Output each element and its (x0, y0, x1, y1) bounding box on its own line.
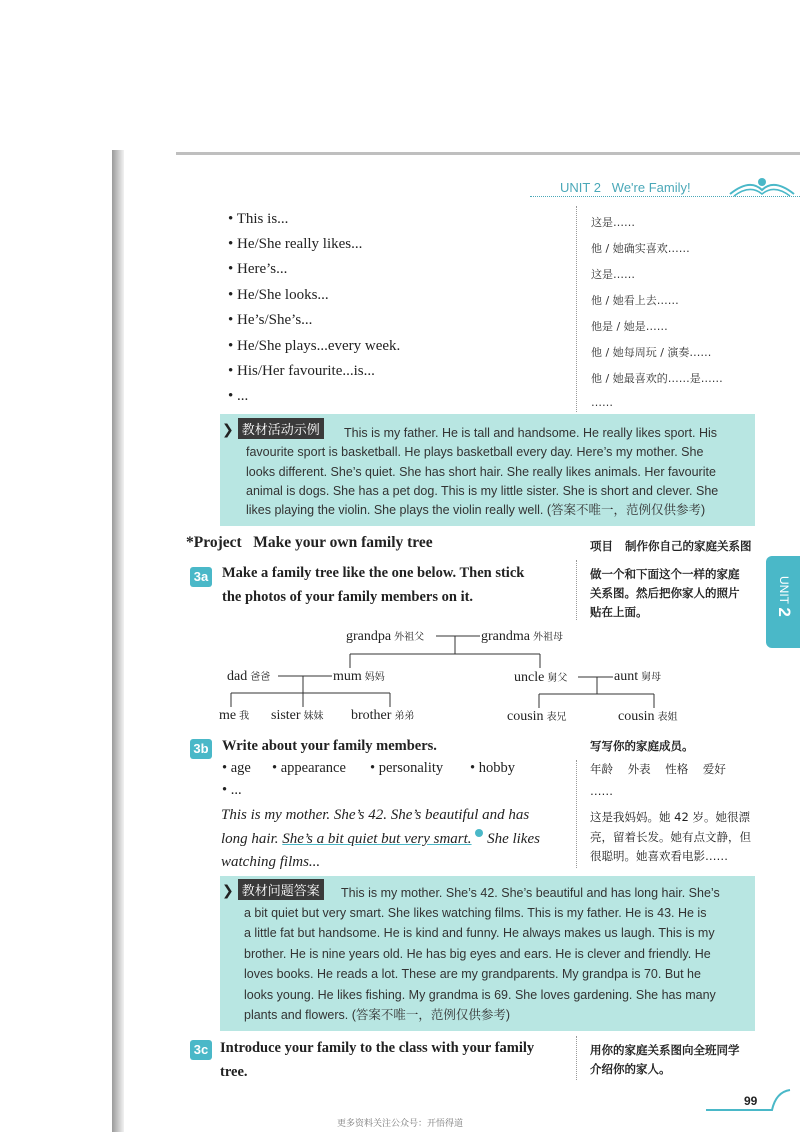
phrase-cn-1: 这是…… (591, 216, 635, 229)
s3a-cn-3: 贴在上面。 (590, 605, 648, 619)
answer-line-7: plants and flowers. (答案不唯一，范例仅供参考) (244, 1008, 511, 1022)
phrase-cn-3: 这是…… (591, 268, 635, 281)
s3b-keyword-more: • ... (222, 782, 242, 798)
phrase-en-8: • ... (228, 388, 249, 404)
answer-line-4: brother. He is nine years old. He has big eyes and ears. He is clever and friendly. He (244, 947, 711, 961)
project-title: *Project Make your own family tree (186, 534, 433, 551)
phrase-en-4: • He/She looks... (228, 287, 329, 303)
s3c-divider (576, 1036, 577, 1080)
node-grandpa: grandpa 外祖父 (346, 629, 425, 644)
node-grandma: grandma 外祖母 (481, 629, 563, 644)
s3b-divider (576, 760, 577, 868)
s3a-cn-2: 关系图。然后把你家人的照片 (590, 586, 740, 600)
answer-tag: 教材问题答案 (238, 879, 324, 900)
node-mum: mum 妈妈 (333, 669, 385, 684)
example-tag: 教材活动示例 (238, 418, 324, 439)
project-cn-title: 项目 制作你自己的家庭关系图 (590, 539, 752, 553)
s3c-line-1: Introduce your family to the class with your family (220, 1040, 535, 1056)
answer-line-6: looks young. He likes fishing. My grandma is 69. She loves gardening. She has many (244, 988, 716, 1002)
footer-note: 更多资料关注公众号：开悟得道 (336, 1119, 463, 1129)
side-tab-label: UNIT (777, 576, 791, 604)
phrase-en-5: • He’s/She’s... (228, 312, 313, 328)
phrase-cn-7: 他 / 她最喜欢的……是…… (591, 372, 723, 385)
example-line-3: looks different. She’s quiet. She has short hair. She really likes animals. Her favourite (246, 465, 716, 479)
s3b-keyword-hobby: • hobby (470, 760, 515, 776)
phrase-cn-8: …… (591, 396, 613, 409)
s3b-keyword-appearance: • appearance (272, 760, 346, 776)
badge-3a: 3a (190, 567, 212, 587)
header-title: We're Family! (611, 180, 691, 195)
node-cousin-1: cousin 表兄 (507, 709, 567, 724)
phrase-en-6: • He/She plays...every week. (228, 338, 401, 354)
s3b-example-underlined: She’s a bit quiet but very smart. (282, 831, 472, 847)
phrase-cn-5: 他是 / 她是…… (591, 320, 668, 333)
s3b-cn-example-3: 很聪明。她喜欢看电影…… (590, 849, 728, 863)
s3b-cn-keywords: 年龄 外表 性格 爱好 (590, 762, 726, 776)
node-brother: brother 弟弟 (351, 708, 415, 723)
phrase-en-7: • His/Her favourite...is... (228, 363, 375, 379)
s3b-cn-example-1: 这是我妈妈。她 42 岁。她很漂 (590, 810, 750, 824)
node-cousin-2: cousin 表姐 (618, 709, 678, 724)
arrow-icon: ❯ (222, 883, 234, 899)
page-number: 99 (744, 1094, 758, 1108)
badge-3b: 3b (190, 739, 212, 759)
s3b-keyword-age: • age (222, 760, 251, 776)
answer-line-3: a little fat but handsome. He is kind and funny. He always makes us laugh. This is my (244, 926, 715, 940)
example-line-5: likes playing the violin. She plays the violin really well. (答案不唯一，范例仅供参考) (246, 503, 706, 517)
s3b-title: Write about your family members. (222, 738, 437, 754)
node-uncle: uncle 舅父 (514, 670, 568, 685)
node-dad: dad 爸爸 (227, 669, 271, 684)
s3a-cn-1: 做一个和下面这个一样的家庭 (590, 567, 740, 581)
answer-line-5: loves books. He reads a lot. These are my grandparents. My grandpa is 70. But he (244, 967, 701, 981)
s3b-cn-title: 写写你的家庭成员。 (590, 739, 694, 753)
phrase-cn-2: 他 / 她确实喜欢…… (591, 242, 690, 255)
example-line-4: animal is dogs. She has a pet dog. This is my little sister. She is short and clever. She (246, 484, 719, 498)
example-line-1: This is my father. He is tall and handsome. He really likes sport. His (344, 426, 718, 440)
node-me: me 我 (219, 708, 250, 723)
answer-box-header (222, 879, 324, 900)
s3c-cn-2: 介绍你的家人。 (590, 1062, 671, 1076)
phrase-en-1: • This is... (228, 211, 289, 227)
answer-line-1: This is my mother. She’s 42. She’s beautiful and has long hair. She’s (341, 886, 720, 900)
node-sister: sister 妹妹 (271, 708, 324, 723)
arrow-icon: ❯ (222, 422, 234, 438)
s3a-line-1: Make a family tree like the one below. Then stick (222, 565, 525, 581)
s3b-example-3: watching films... (221, 854, 321, 870)
s3b-keyword-personality: • personality (370, 760, 444, 776)
phrase-en-3: • Here’s... (228, 261, 288, 277)
s3b-cn-more: …… (590, 784, 613, 798)
s3b-example-1: This is my mother. She’s 42. She’s beautiful and has (221, 807, 530, 823)
s3c-line-2: tree. (220, 1064, 248, 1080)
side-tab-num: 2 (775, 607, 794, 617)
header-unit: UNIT 2 (560, 180, 601, 195)
example-line-2: favourite sport is basketball. He plays basketball every day. Here’s my mother. She (246, 445, 704, 459)
phrase-cn-4: 他 / 她看上去…… (591, 294, 679, 307)
s3a-line-2: the photos of your family members on it. (222, 589, 474, 605)
phrase-cn-6: 他 / 她每周玩 / 演奏…… (591, 346, 712, 359)
s3b-example-2: long hair. She’s a bit quiet but very smart. She likes (221, 831, 540, 847)
s3b-cn-example-2: 亮，留着长发。她有点文静，但 (590, 830, 751, 844)
phrase-en-2: • He/She really likes... (228, 236, 363, 252)
answer-line-2: a bit quiet but very smart. She likes watching films. This is my father. He is 43. He is (244, 906, 707, 920)
badge-3c: 3c (190, 1040, 212, 1060)
node-aunt: aunt 舅母 (614, 669, 662, 684)
s3c-cn-1: 用你的家庭关系图向全班同学 (590, 1043, 740, 1057)
